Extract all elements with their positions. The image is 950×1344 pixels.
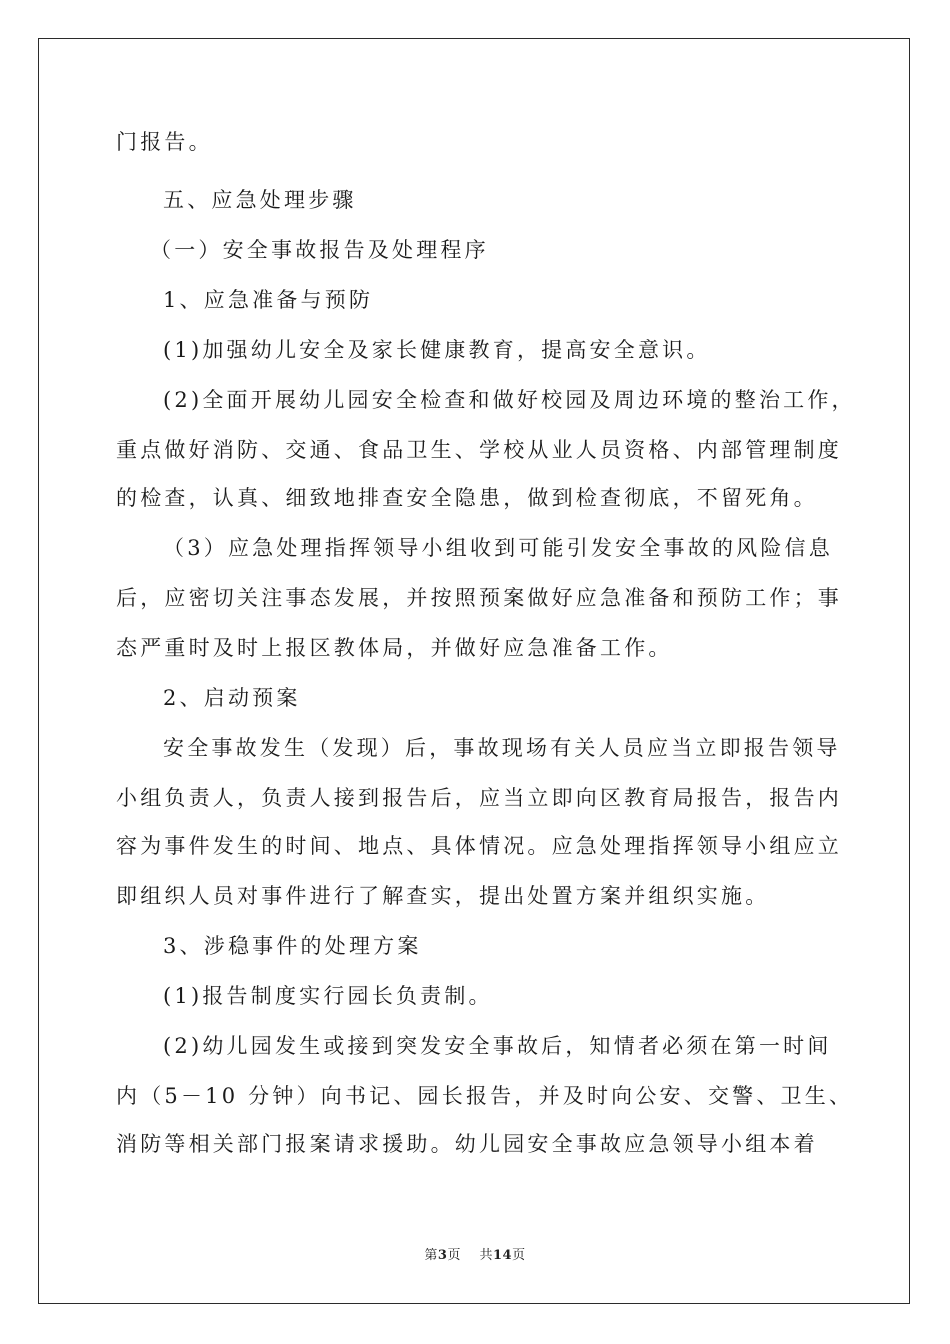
text-line: 小组负责人，负责人接到报告后，应当立即向区教育局报告，报告内: [116, 786, 842, 810]
page-footer: [0, 1244, 950, 1263]
text-line: 容为事件发生的时间、地点、具体情况。应急处理指挥领导小组应立: [116, 834, 842, 858]
total-pages-number: 14: [493, 1248, 513, 1263]
subsection-heading: （一）安全事故报告及处理程序: [150, 238, 489, 262]
text-line: 内（5－10 分钟）向书记、园长报告，并及时向公安、交警、卫生、: [116, 1084, 854, 1108]
text-line: 消防等相关部门报案请求援助。幼儿园安全事故应急领导小组本着: [116, 1132, 818, 1156]
text-line: 态严重时及时上报区教体局，并做好应急准备工作。: [116, 636, 673, 660]
page-prefix: 第: [424, 1248, 438, 1263]
text-line: 重点做好消防、交通、食品卫生、学校从业人员资格、内部管理制度: [116, 438, 842, 462]
total-prefix: 共: [479, 1248, 493, 1263]
text-line: (1)报告制度实行园长负责制。: [163, 984, 493, 1008]
text-line: 的检查，认真、细致地排查安全隐患，做到检查彻底，不留死角。: [116, 486, 818, 510]
text-line: (2)幼儿园发生或接到突发安全事故后，知情者必须在第一时间: [163, 1034, 832, 1058]
total-unit: 页: [512, 1248, 526, 1263]
text-line: 安全事故发生（发现）后，事故现场有关人员应当立即报告领导: [163, 736, 841, 760]
item-heading: 2、启动预案: [163, 686, 301, 710]
text-line: 门报告。: [116, 130, 213, 154]
text-line: 后，应密切关注事态发展，并按照预案做好应急准备和预防工作；事: [116, 586, 842, 610]
text-line: (2)全面开展幼儿园安全检查和做好校园及周边环境的整治工作，: [163, 388, 856, 412]
current-page-number: 3: [437, 1248, 448, 1263]
section-heading: 五、应急处理步骤: [163, 188, 357, 212]
text-line: (1)加强幼儿安全及家长健康教育，提高安全意识。: [163, 338, 711, 362]
item-heading: 1、应急准备与预防: [163, 288, 374, 312]
page-unit: 页: [447, 1248, 461, 1263]
item-heading: 3、涉稳事件的处理方案: [163, 934, 422, 958]
text-line: （3）应急处理指挥领导小组收到可能引发安全事故的风险信息: [163, 536, 833, 560]
text-line: 即组织人员对事件进行了解查实，提出处置方案并组织实施。: [116, 884, 770, 908]
page-border: [38, 38, 910, 1304]
